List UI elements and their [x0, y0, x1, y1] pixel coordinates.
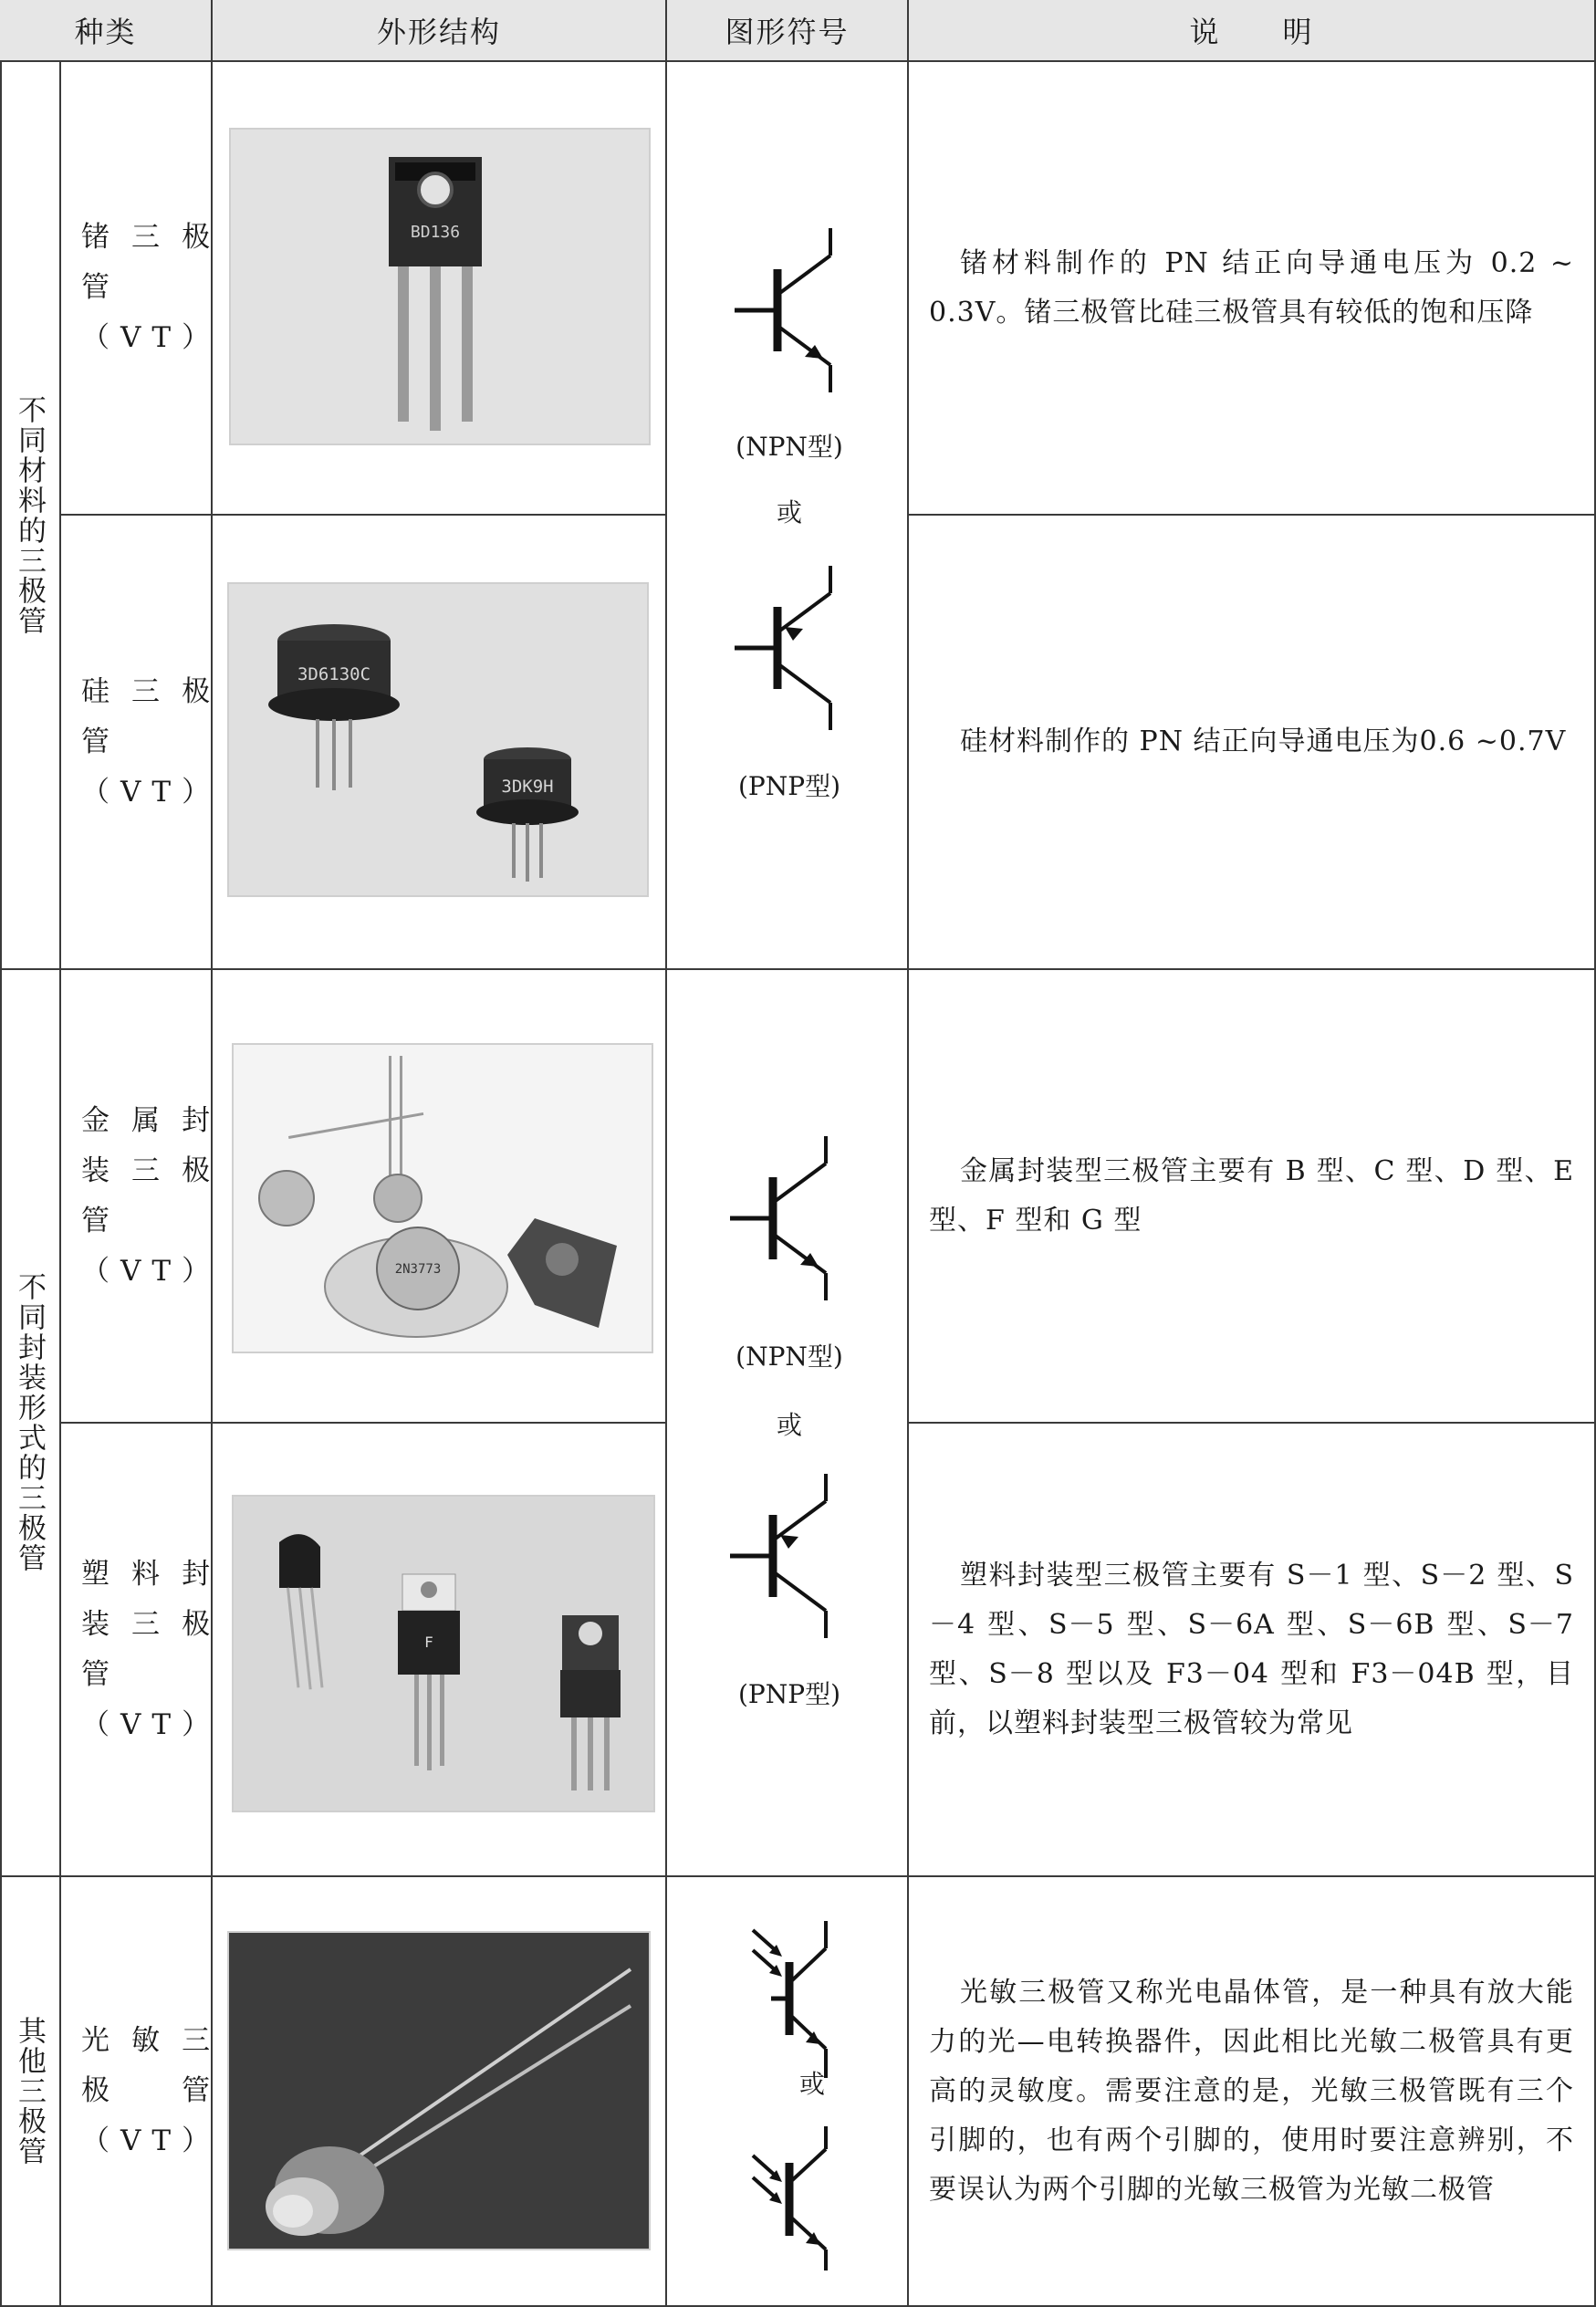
photo-plastic	[232, 1495, 655, 1812]
plastic-marking: F	[424, 1634, 433, 1651]
row-name-photo: 光敏三极管（VT）	[61, 1877, 213, 2307]
header-shape	[213, 0, 667, 62]
row-desc-silicon: 硅材料制作的 PN 结正向导通电压为0.6 ~0.7V	[909, 516, 1596, 970]
pnp-symbol-icon	[721, 561, 849, 735]
group-label-package: 不同封装形式的三极管	[0, 970, 61, 1877]
or-label-2: 或	[776, 1410, 802, 1440]
row-name-plastic: 塑料封装三极管（VT）	[61, 1424, 213, 1877]
or-label-1: 或	[776, 497, 802, 527]
row-desc-photo: 光敏三极管又称光电晶体管，是一种具有放大能力的光—电转换器件，因此相比光敏二极管具有更高的灵敏度。需要注意的是，光敏三极管既有三个引脚的，也有两个引脚的，使用时要注意辨别，不要误认为两个引脚的光敏三极管为光敏二极管	[909, 1877, 1596, 2307]
phototransistor-2pin-symbol-icon	[753, 2126, 853, 2272]
header-symbol	[667, 0, 909, 62]
phototransistor-3pin-symbol-icon	[753, 1912, 853, 2085]
npn-symbol-icon	[721, 224, 849, 397]
row-desc-plastic: 塑料封装型三极管主要有 S－1 型、S－2 型、S－4 型、S－5 型、S－6A 型、S－6B 型、S－7 型、S－8 型以及 F3－04 型和 F3－04B 型，目前，以塑料封装型三极管较为常见	[909, 1424, 1596, 1877]
npn-symbol-icon-2	[716, 1132, 844, 1305]
germanium-transistor-image	[231, 130, 651, 445]
header-description-label: 说 明	[1189, 15, 1314, 49]
silicon-transistor-image	[229, 584, 649, 897]
plastic-transistor-image	[234, 1497, 655, 1812]
row-name-metal: 金属封装三极管（VT）	[61, 970, 213, 1424]
photo-germanium	[229, 128, 651, 445]
row-desc-metal: 金属封装型三极管主要有 B 型、C 型、D 型、E 型、F 型和 G 型	[909, 970, 1596, 1424]
header-category-label: 种类	[74, 15, 137, 49]
pnp-label-1: (PNP型)	[737, 771, 841, 801]
group-label-material: 不同材料的三极管	[0, 62, 61, 970]
metal-marking: 2N3773	[394, 1262, 442, 1277]
silicon-marking-2: 3DK9H	[501, 777, 554, 797]
phototransistor-image	[229, 1933, 651, 2250]
silicon-marking-1: 3D6130C	[297, 664, 371, 684]
header-shape-label: 外形结构	[376, 15, 501, 49]
photo-metal	[232, 1043, 653, 1353]
photo-phototransistor	[227, 1931, 651, 2250]
germanium-marking: BD136	[410, 223, 461, 242]
row-desc-germanium: 锗材料制作的 PN 结正向导通电压为 0.2 ~ 0.3V。锗三极管比硅三极管具有较低的饱和压降	[909, 62, 1596, 516]
row-name-silicon: 硅三极管（VT）	[61, 516, 213, 970]
pnp-label-2: (PNP型)	[737, 1679, 841, 1709]
npn-label-2: (NPN型)	[735, 1341, 843, 1372]
photo-silicon	[227, 582, 649, 897]
row-name-germanium: 锗三极管（VT）	[61, 62, 213, 516]
pnp-symbol-icon-2	[716, 1469, 844, 1643]
metal-transistor-image	[234, 1045, 653, 1353]
header-description	[909, 0, 1596, 62]
header-symbol-label: 图形符号	[725, 15, 850, 49]
header-category	[0, 0, 213, 62]
or-label-3: 或	[798, 2069, 825, 2099]
group-label-other: 其他三极管	[0, 1877, 61, 2307]
npn-label-1: (NPN型)	[735, 432, 843, 462]
